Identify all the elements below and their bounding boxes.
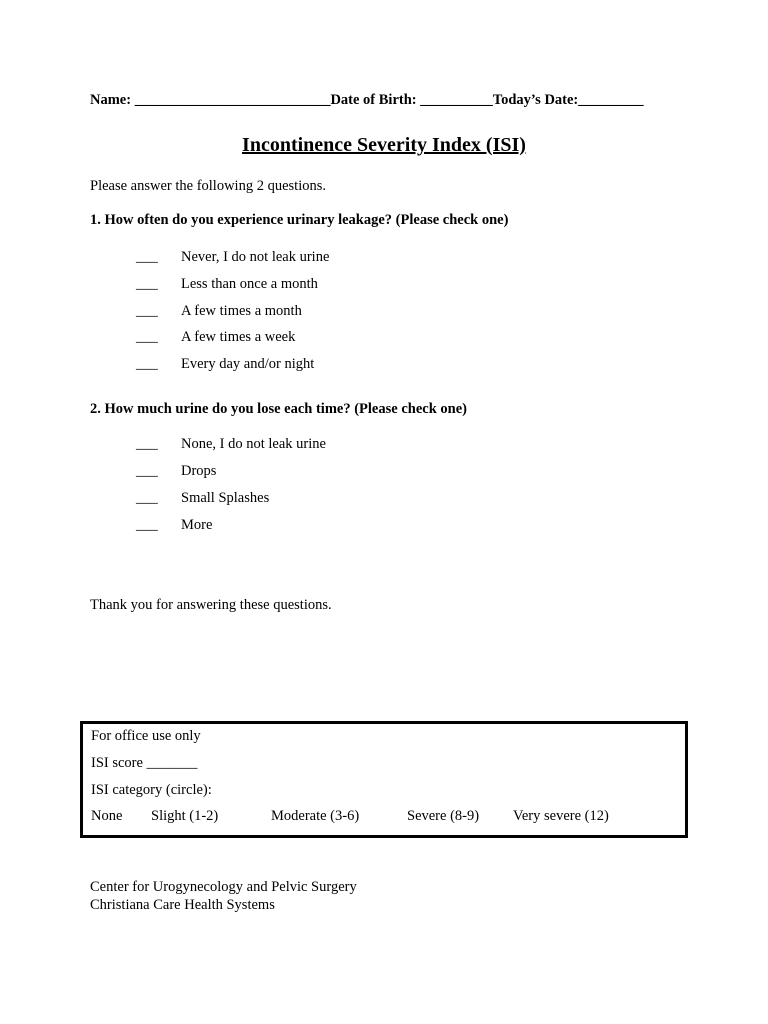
checkbox-blank[interactable]: ___ <box>136 329 158 345</box>
checkbox-blank[interactable]: ___ <box>136 303 158 319</box>
footer-line-2: Christiana Care Health Systems <box>90 897 275 913</box>
option-label: None, I do not leak urine <box>181 436 326 452</box>
option-label: Every day and/or night <box>181 356 315 372</box>
checkbox-blank[interactable]: ___ <box>136 436 158 452</box>
office-use-box <box>80 721 688 838</box>
thank-you-text: Thank you for answering these questions. <box>90 597 332 613</box>
question-1: 1. How often do you experience urinary leakage? (Please check one) <box>90 212 509 228</box>
option-label: Less than once a month <box>181 276 318 292</box>
form-title-text: Incontinence Severity Index (ISI) <box>242 134 526 156</box>
category-severe[interactable]: Severe (8-9) <box>407 808 480 824</box>
option-label: A few times a week <box>181 329 296 345</box>
option-label: Drops <box>181 463 217 479</box>
checkbox-blank[interactable]: ___ <box>136 249 158 265</box>
footer-line-1: Center for Urogynecology and Pelvic Surgery <box>90 879 357 895</box>
form-title <box>0 134 768 157</box>
category-very-severe[interactable]: Very severe (12) <box>513 808 609 824</box>
question-2: 2. How much urine do you lose each time? (Please check one) <box>90 401 467 417</box>
checkbox-blank[interactable]: ___ <box>136 490 158 506</box>
option-label: More <box>181 517 213 533</box>
checkbox-blank[interactable]: ___ <box>136 517 158 533</box>
category-moderate[interactable]: Moderate (3-6) <box>271 808 360 824</box>
office-use-heading: For office use only <box>91 728 201 744</box>
option-label: A few times a month <box>181 303 302 319</box>
option-label: Small Splashes <box>181 490 270 506</box>
isi-category-label: ISI category (circle): <box>91 782 212 798</box>
patient-info-line[interactable]: Name: ___________________________Date of Birth: __________Today’s Date:_________ <box>90 92 644 108</box>
category-none[interactable]: None <box>91 808 123 824</box>
isi-score-field[interactable]: ISI score _______ <box>91 755 198 771</box>
checkbox-blank[interactable]: ___ <box>136 463 158 479</box>
category-slight[interactable]: Slight (1-2) <box>151 808 219 824</box>
checkbox-blank[interactable]: ___ <box>136 356 158 372</box>
intro-text: Please answer the following 2 questions. <box>90 178 326 194</box>
checkbox-blank[interactable]: ___ <box>136 276 158 292</box>
option-label: Never, I do not leak urine <box>181 249 330 265</box>
